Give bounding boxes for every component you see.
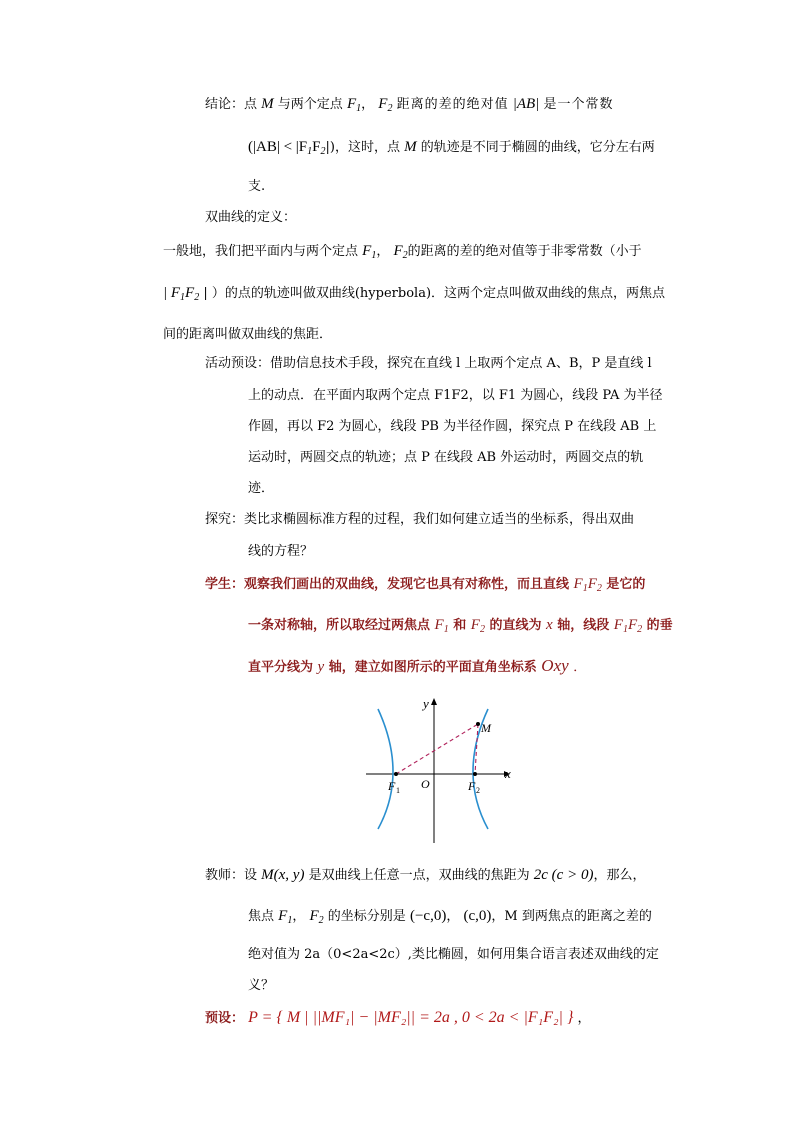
f: F [573, 576, 583, 592]
activity-line-4: 运动时，两圆交点的轨迹；点 P 在线段 AB 外运动时，两圆交点的轨 [248, 450, 644, 465]
point-f1 [394, 772, 398, 776]
text: ，M 到两焦点的距离之差的 [491, 909, 652, 924]
teacher-line-3: 绝对值为 2a（0<2a<2c）,类比椭圆，如何用集合语言表述双曲线的定 [248, 947, 659, 962]
text: 的垂 [646, 618, 673, 633]
f: F [346, 96, 357, 112]
point-f2 [473, 772, 477, 776]
preset-label: 预设： [205, 1011, 245, 1026]
sub: 1 [443, 624, 449, 635]
text: 一般地，我们把平面内与两个定点 [163, 244, 359, 259]
hyperbola-left-branch [378, 709, 393, 829]
sub: 1 [582, 583, 588, 594]
f2-label: F [468, 779, 476, 793]
definition-line-1 [163, 240, 642, 261]
f: F [362, 243, 372, 259]
math-f1 [362, 243, 376, 259]
conclusion-line-3: 支. [248, 179, 266, 194]
math-f1 [278, 908, 292, 924]
dashed-f1-m [396, 724, 478, 774]
activity-line-1: 活动预设：借助信息技术手段，探究在直线 l 上取两个定点 A、B，P 是直线 l [205, 356, 652, 371]
sub: 1 [180, 292, 186, 303]
explore-line-1: 探究：类比求椭圆标准方程的过程，我们如何建立适当的坐标系，得出双曲 [205, 512, 635, 527]
f: F [434, 617, 444, 633]
f: F [627, 617, 638, 633]
student-line-3 [248, 656, 586, 676]
text: 是双曲线上任意一点，双曲线的焦距为 [308, 868, 530, 883]
student-line-2 [248, 614, 673, 635]
math-f1 [347, 96, 361, 112]
text: 的直线为 [489, 618, 542, 633]
conclusion-line-1 [205, 93, 613, 114]
text: 轴，线段 [557, 618, 610, 633]
f: F [613, 617, 623, 633]
sub: 1 [356, 103, 362, 114]
math-oxy: Oxy [541, 656, 569, 675]
definition-title: 双曲线的定义： [205, 210, 297, 225]
preset-formula: P = { M | ||MF₁| − |MF₂|| = 2a , 0 < 2a < |F₁F₂| } [248, 1009, 574, 1026]
explore-line-2: 线的方程？ [248, 544, 314, 559]
text: 与两个定点 [277, 97, 343, 112]
sub: 2 [318, 915, 324, 926]
teacher-line-2 [248, 905, 652, 926]
text: ， [292, 909, 306, 924]
t: F [185, 285, 195, 301]
text: 的轨迹是不同于椭圆的曲线，它分左右两 [420, 140, 655, 155]
hyperbola-figure [360, 695, 520, 845]
f: F [470, 617, 480, 633]
sub: 2 [637, 624, 643, 635]
o-label: O [421, 777, 430, 791]
math-2c: 2c (c > 0) [533, 867, 594, 883]
sub: 1 [287, 915, 293, 926]
f: F [278, 908, 288, 924]
math-f2 [393, 243, 407, 259]
text: 学生：观察我们画出的双曲线，发现它也具有对称性，而且直线 [205, 577, 570, 592]
text: | ）的点的轨迹叫做双曲线(hyperbola)．这两个定点叫做双曲线的焦点，两焦点 [199, 286, 666, 301]
math-p1: (−c,0) [409, 908, 447, 924]
activity-line-3: 作圆，再以 F2 为圆心，线段 PB 为半径作圆，探究点 P 在线段 AB 上 [248, 419, 657, 434]
activity-line-2: 上的动点．在平面内取两个定点 F1F2，以 F1 为圆心，线段 PA 为半径 [248, 388, 663, 403]
f: F [309, 908, 319, 924]
math-f1f2 [614, 617, 642, 633]
t: | F [163, 285, 181, 301]
sub: 2 [320, 146, 326, 157]
preset-line [205, 1007, 591, 1027]
text: ， [577, 1011, 591, 1026]
f: F [378, 96, 388, 112]
sub: 2 [194, 292, 200, 303]
y-axis-arrow [431, 698, 437, 705]
math-f1 [435, 617, 449, 633]
text: 距离的差的绝对值 [396, 97, 509, 112]
f1-label: F [388, 779, 396, 793]
text: 焦点 [248, 909, 275, 924]
math-m: M [261, 96, 274, 112]
text: ， [446, 909, 460, 924]
f: F [587, 576, 597, 592]
f2-sub: 2 [476, 786, 480, 795]
text: ， [376, 244, 390, 259]
text: 的坐标分别是 [327, 909, 406, 924]
text: 是一个常数 [543, 97, 614, 112]
text: 的距离的差的绝对值等于非零常数（小于 [407, 244, 642, 259]
sub: 1 [307, 146, 313, 157]
math-ab: |AB| [512, 96, 540, 112]
conclusion-line-2 [248, 136, 655, 157]
sub: 1 [371, 250, 377, 261]
f: F [393, 243, 403, 259]
math-p2: (c,0) [463, 908, 492, 924]
text: 和 [453, 618, 467, 633]
sub: 2 [402, 250, 408, 261]
text: 轴，建立如图所示的平面直角坐标系 [328, 660, 537, 675]
x-label: x [505, 766, 511, 781]
text: 结论：点 [205, 97, 258, 112]
math-f2 [378, 96, 392, 112]
y-label: y [423, 696, 429, 711]
sub: 2 [596, 583, 602, 594]
t: F [312, 139, 321, 155]
math-f2 [309, 908, 323, 924]
text: 教师：设 [205, 868, 258, 883]
math-f1f2 [574, 576, 602, 592]
sub: 1 [622, 624, 628, 635]
text: 直平分线为 [248, 660, 314, 675]
math-y: y [317, 659, 325, 675]
activity-line-5: 迹． [248, 481, 275, 496]
m-label: M [481, 721, 491, 735]
definition-line-3: 间的距离叫做双曲线的焦距． [163, 327, 333, 342]
text: ， [361, 97, 375, 112]
student-line-1 [205, 573, 645, 594]
math-mxy: M(x, y) [261, 867, 305, 883]
math-ineq [248, 139, 326, 155]
sub: 2 [387, 103, 393, 114]
math-x: x [546, 617, 553, 633]
t: (|AB| < |F [248, 139, 308, 155]
sub: 2 [479, 624, 485, 635]
math-f2 [471, 617, 485, 633]
f1-sub: 1 [396, 786, 400, 795]
text: 是它的 [606, 577, 646, 592]
math-f1f2 [163, 285, 199, 301]
definition-line-2 [163, 282, 665, 303]
teacher-line-1 [205, 864, 645, 884]
text: 一条对称轴，所以取经过两焦点 [248, 618, 431, 633]
text: ． [573, 660, 587, 675]
math-m: M [404, 139, 417, 155]
text: ，那么， [593, 868, 646, 883]
text: |)，这时，点 [325, 140, 400, 155]
teacher-line-4: 义？ [248, 978, 275, 993]
point-m [476, 722, 480, 726]
